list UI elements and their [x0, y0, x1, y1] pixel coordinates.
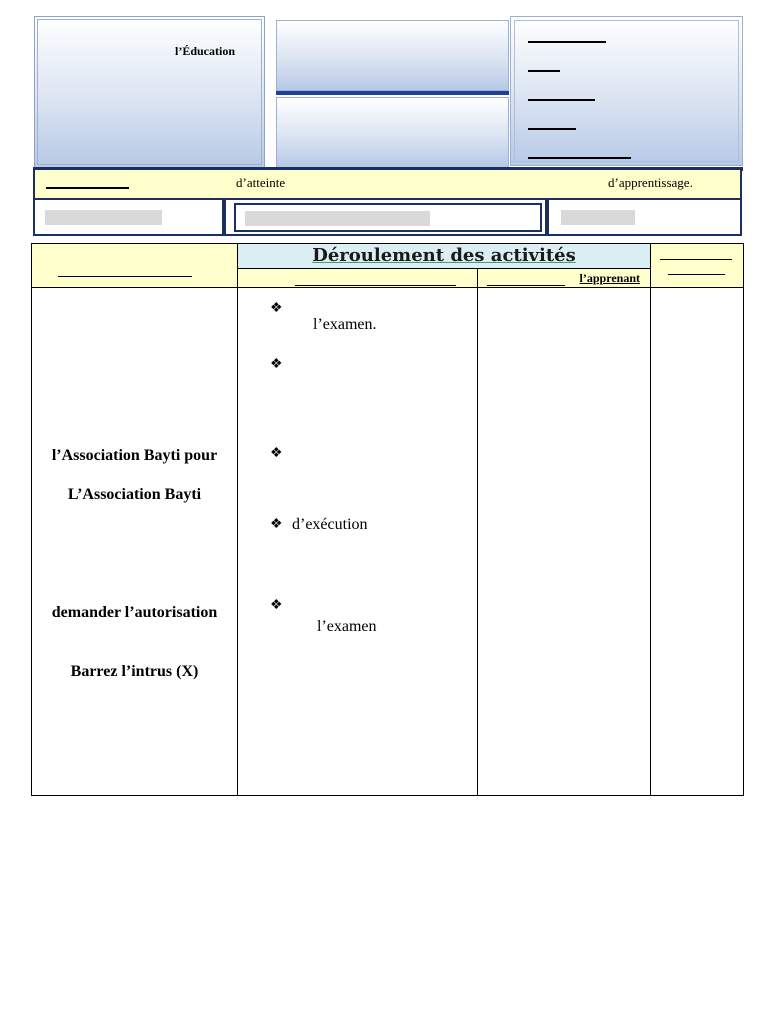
info-box-right: [547, 200, 742, 236]
header-middle-bottom-panel: [276, 97, 509, 168]
header-right-inner-frame: [514, 20, 739, 162]
education-label: l’Éducation: [175, 44, 236, 58]
info-box-left: [33, 200, 224, 236]
header-right-underline: [528, 128, 576, 130]
bullet-icon: ❖: [270, 517, 283, 532]
table-title-cell: [238, 244, 651, 269]
left-text-line: l’Association Bayti pour: [51, 447, 218, 464]
left-content-cell: [32, 288, 238, 796]
header-underline: [58, 276, 192, 277]
table-title: Déroulement des activités: [312, 245, 576, 266]
activity-text: l’examen: [317, 618, 377, 635]
learner-subheader-cell: [478, 269, 651, 288]
objective-band: [33, 170, 742, 200]
left-text-line: Barrez l’intrus (X): [70, 663, 199, 680]
teacher-activities-cell: [238, 288, 478, 796]
header-underline: [668, 274, 725, 275]
header-right-underline: [528, 99, 595, 101]
activities-table: [31, 243, 743, 796]
table-header-left-cell: [32, 244, 238, 288]
header-right-panel: [510, 16, 743, 166]
activity-text: l’examen.: [313, 316, 377, 333]
bullet-icon: ❖: [270, 357, 283, 372]
learner-label: l’apprenant: [579, 271, 641, 285]
table-header-right-cell: [651, 244, 744, 288]
activity-text: d’exécution: [292, 516, 368, 533]
band-underline: [46, 187, 129, 189]
bullet-icon: ❖: [270, 301, 283, 316]
subheader-underline: [487, 285, 565, 286]
header-underline: [660, 259, 732, 260]
evaluation-cell: [651, 288, 744, 796]
header-right-underline: [528, 157, 631, 159]
header-middle-top-panel: [276, 20, 509, 91]
header-right-underline: [528, 41, 606, 43]
left-text-line: L’Association Bayti: [67, 486, 202, 503]
bullet-icon: ❖: [270, 446, 283, 461]
header-middle-separator: [276, 91, 509, 95]
redacted-field: [245, 211, 430, 226]
band-atteinte-text: d’atteinte: [236, 175, 286, 190]
redacted-field: [45, 210, 162, 225]
header-right-underline: [528, 70, 560, 72]
info-box-middle: [224, 200, 547, 236]
redacted-field: [561, 210, 635, 225]
header-left-panel: [34, 16, 265, 168]
learner-activities-cell: [478, 288, 651, 796]
band-apprentissage-text: d’apprentissage.: [608, 175, 693, 190]
bullet-icon: ❖: [270, 598, 283, 613]
teacher-subheader-cell: [238, 269, 478, 288]
info-box-middle-frame: [234, 203, 542, 232]
header-left-inner-frame: [37, 19, 262, 165]
left-text-line: demander l’autorisation: [51, 604, 218, 621]
subheader-underline: [295, 285, 456, 286]
